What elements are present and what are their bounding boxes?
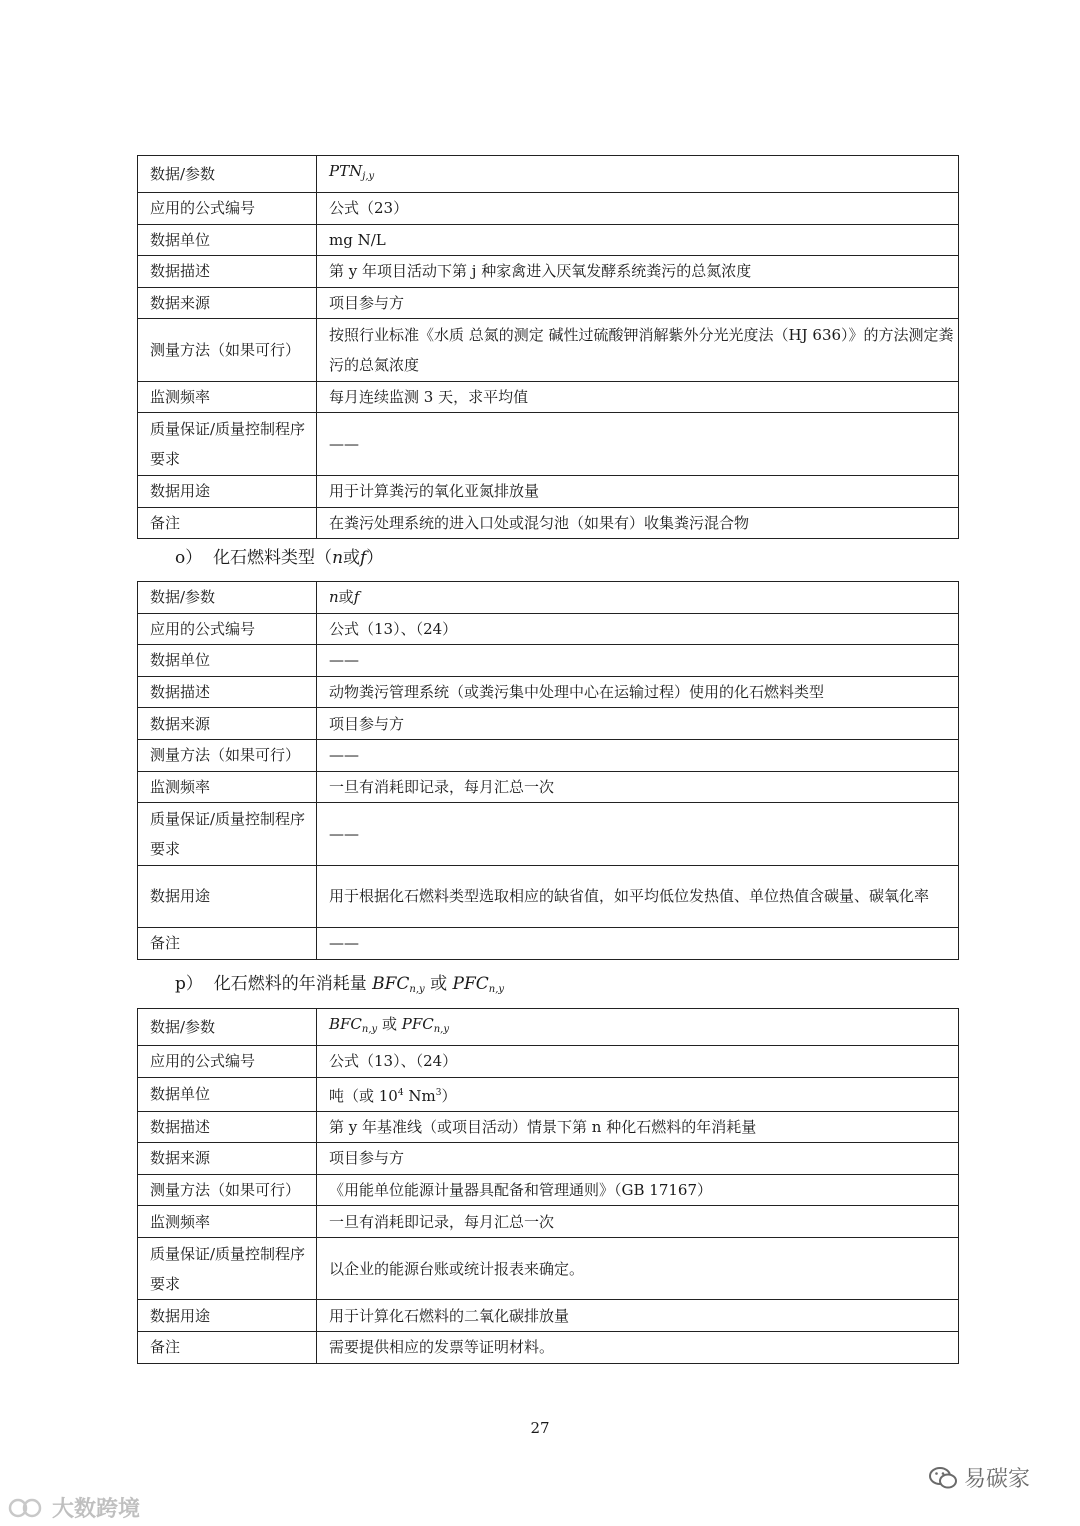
table-row [138,803,959,866]
table-row [138,1237,959,1300]
table-row [138,381,959,413]
table-row [138,613,959,645]
table-row [138,1143,959,1175]
row-label: 数据描述 [138,676,317,708]
row-value: 以企业的能源台账或统计报表来确定。 [317,1237,959,1300]
row-value: 用于根据化石燃料类型选取相应的缺省值，如平均低位发热值、单位热值含碳量、碳氧化率 [317,865,959,928]
row-label: 备注 [138,1332,317,1364]
table-row [138,928,959,960]
watermark-left: 大数跨境 [8,1492,140,1523]
page-number: 27 [530,1419,550,1437]
row-value: 项目参与方 [317,708,959,740]
table-row [138,1111,959,1143]
row-label: 应用的公式编号 [138,613,317,645]
row-label: 数据/参数 [138,156,317,193]
row-value: mg N/L [317,224,959,256]
row-label: 数据单位 [138,224,317,256]
row-label: 测量方法（如果可行） [138,319,317,382]
row-value: —— [317,645,959,677]
table-row [138,739,959,771]
table-row [138,1174,959,1206]
row-value: 每月连续监测 3 天，求平均值 [317,381,959,413]
row-value: 第 y 年基准线（或项目活动）情景下第 n 种化石燃料的年消耗量 [317,1111,959,1143]
row-value: 吨（或 $10^4$ Nm$^3$） [317,1077,959,1111]
row-value: 第 y 年项目活动下第 j 种家禽进入厌氧发酵系统粪污的总氮浓度 [317,256,959,288]
row-label: 数据描述 [138,1111,317,1143]
table-row [138,413,959,476]
parameter-table-fuel-type [137,581,959,960]
table-row [138,582,959,614]
row-label: 应用的公式编号 [138,193,317,225]
row-label: 监测频率 [138,1206,317,1238]
row-value: 项目参与方 [317,287,959,319]
row-value: $PTN_{j,y}$ [317,156,959,193]
row-value: 用于计算粪污的氧化亚氮排放量 [317,475,959,507]
row-label: 质量保证/质量控制程序要求 [138,413,317,476]
row-value: 动物粪污管理系统（或粪污集中处理中心在运输过程）使用的化石燃料类型 [317,676,959,708]
row-value: —— [317,413,959,476]
parameter-table-ptn [137,155,959,539]
table-row [138,193,959,225]
row-label: 监测频率 [138,381,317,413]
row-label: 数据用途 [138,475,317,507]
table-row [138,256,959,288]
row-label: 数据来源 [138,708,317,740]
row-value: —— [317,739,959,771]
row-value: 需要提供相应的发票等证明材料。 [317,1332,959,1364]
row-value: 按照行业标准《水质 总氮的测定 碱性过硫酸钾消解紫外分光光度法（HJ 636）》的方法测定粪污的总氮浓度 [317,319,959,382]
row-label: 数据/参数 [138,582,317,614]
row-label: 测量方法（如果可行） [138,1174,317,1206]
row-value: $BFC_{n,y}$ 或 $PFC_{n,y}$ [317,1009,959,1046]
table-row [138,708,959,740]
row-label: 数据单位 [138,645,317,677]
table-row [138,1300,959,1332]
table-row [138,1206,959,1238]
section-heading-p: p） 化石燃料的年消耗量 $BFC_{n,y}$ 或 $PFC_{n,y}$ [175,974,505,995]
row-label: 质量保证/质量控制程序要求 [138,1237,317,1300]
row-label: 测量方法（如果可行） [138,739,317,771]
table-row [138,287,959,319]
row-label: 数据/参数 [138,1009,317,1046]
row-label: 质量保证/质量控制程序要求 [138,803,317,866]
row-value: 在粪污处理系统的进入口处或混匀池（如果有）收集粪污混合物 [317,507,959,539]
row-value: 公式（23） [317,193,959,225]
table-row [138,645,959,677]
row-label: 数据描述 [138,256,317,288]
row-value: 《用能单位能源计量器具配备和管理通则》（GB 17167） [317,1174,959,1206]
wechat-icon [928,1465,958,1491]
row-value: n或f [317,582,959,614]
table-row [138,676,959,708]
row-value: —— [317,928,959,960]
row-value: 公式（13）、（24） [317,613,959,645]
table-row [138,507,959,539]
row-label: 应用的公式编号 [138,1046,317,1078]
table-row [138,1046,959,1078]
section-heading-o: o） 化石燃料类型（n或f） [175,548,384,568]
table-row [138,771,959,803]
watermark-right: 易碳家 [928,1462,1030,1493]
row-value: 一旦有消耗即记录，每月汇总一次 [317,1206,959,1238]
table-row [138,865,959,928]
row-label: 数据来源 [138,287,317,319]
row-label: 数据来源 [138,1143,317,1175]
row-label: 数据用途 [138,1300,317,1332]
table-row [138,1077,959,1111]
row-value: 公式（13）、（24） [317,1046,959,1078]
row-value: 一旦有消耗即记录，每月汇总一次 [317,771,959,803]
parameter-table-fuel-consumption [137,1008,959,1364]
table-row [138,1332,959,1364]
table-row [138,156,959,193]
row-label: 备注 [138,928,317,960]
row-value: 项目参与方 [317,1143,959,1175]
row-label: 数据单位 [138,1077,317,1111]
row-value: 用于计算化石燃料的二氧化碳排放量 [317,1300,959,1332]
table-row [138,319,959,382]
row-label: 数据用途 [138,865,317,928]
table-row [138,475,959,507]
table-row [138,224,959,256]
row-value: —— [317,803,959,866]
table-row [138,1009,959,1046]
brand-logo-icon [8,1497,48,1519]
row-label: 备注 [138,507,317,539]
row-label: 监测频率 [138,771,317,803]
